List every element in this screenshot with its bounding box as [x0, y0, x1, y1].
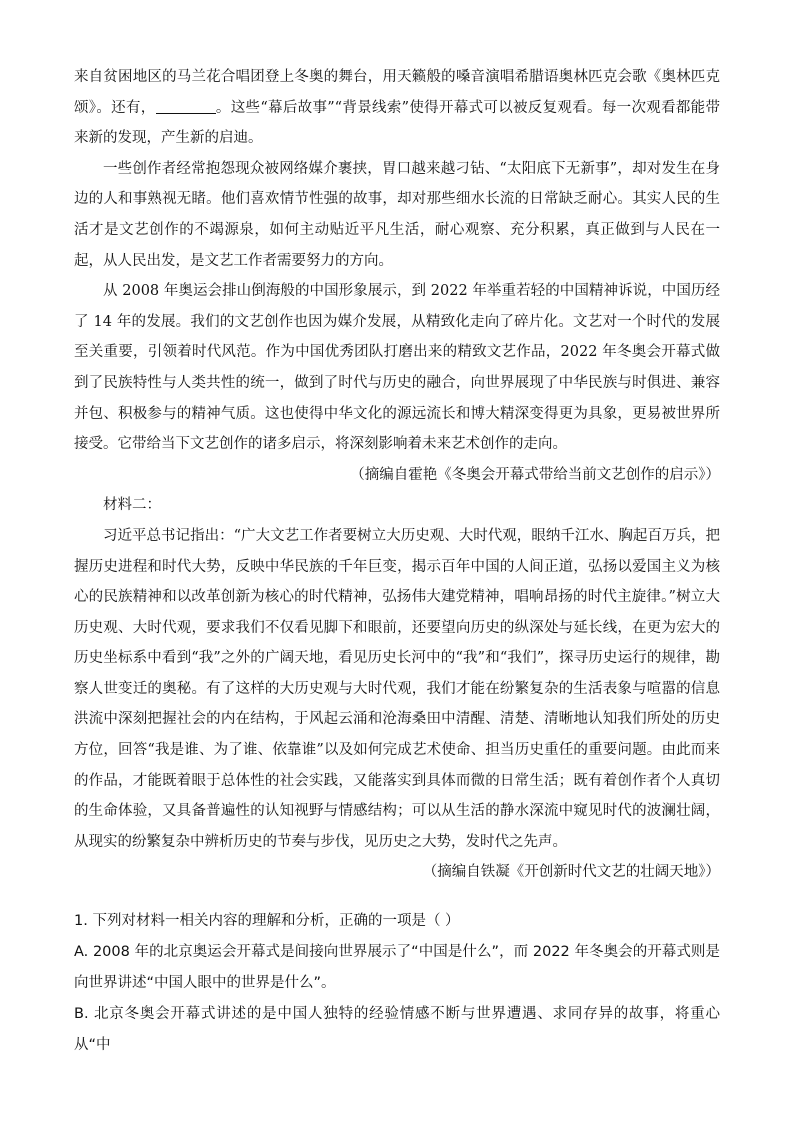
option-b: B. 北京冬奥会开幕式讲述的是中国人独特的经验情感不断与世界遭遇、求同存异的故事，将重心从“中	[74, 1006, 720, 1053]
question-1	[74, 906, 720, 1061]
paragraph-text: 来自贫困地区的马兰花合唱团登上冬奥的舞台，用天籁般的嗓音演唱希腊语奥林匹克会歌《奥林匹克颂》。还有，	[74, 69, 720, 116]
passage-material-one	[74, 62, 720, 888]
question-stem: 1. 下列对材料一相关内容的理解和分析，正确的一项是（ ）	[74, 913, 460, 929]
source-citation-2: （摘编自铁凝《开创新时代文艺的壮阔天地》）	[422, 864, 720, 881]
material-two-label: 材料二：	[103, 497, 161, 514]
passage-paragraph-1	[74, 62, 720, 154]
fill-in-blank	[156, 97, 216, 114]
passage-paragraph-4: 习近平总书记指出：“广大文艺工作者要树立大历史观、大时代观，眼纳千江水、胸起百万兵，把握历史进程和时代大势，反映中华民族的千年巨变，揭示百年中国的人间正道，弘扬以爱国主义为核心的民族精神和以改革创新为核心的时代精神，弘扬伟大建党精神，唱响昂扬的时代主旋律。”树立大历史观、大时代观，要求我们不仅看见脚下和眼前，还要望向历史的纵深处与延长线，在更为宏大的历史坐标系中看到“我”之外的广阔天地，看见历史长河中的“我”和“我们”，探寻历史运行的规律，勘察人世变迁的奥秘。有了这样的大历史观与大时代观，我们才能在纷繁复杂的生活表象与喧嚣的信息洪流中深刻把握社会的内在结构，于风起云涌和沧海桑田中清醒、清楚、清晰地认知我们所处的历史方位，回答“我是谁、为了谁、依靠谁”以及如何完成艺术使命、担当历史重任的重要问题。由此而来的作品，才能既着眼于总体性的社会实践，又能落实到具体而微的日常生活；既有着创作者个人真切的生命体验，又具备普遍性的认知视野与情感结构；可以从生活的静水深流中窥见时代的波澜壮阔，从现实的纷繁复杂中辨析历史的节奏与步伐，见历史之大势，发时代之先声。	[74, 527, 720, 850]
source-citation-1: （摘编自霍艳《冬奥会开幕式带给当前文艺创作的启示》）	[350, 466, 720, 483]
passage-paragraph-3: 从 2008 年奥运会排山倒海般的中国形象展示，到 2022 年举重若轻的中国精神诉说，中国历经了 14 年的发展。我们的文艺创作也因为媒介发展，从精致化走向了碎片化。文艺对一个时代的发展至关重要，引领着时代风范。作为中国优秀团队打磨出来的精致文艺作品，2022 年冬奥会开幕式做到了民族特性与人类共性的统一，做到了时代与历史的融合，向世界展现了中华民族与时俱进、兼容并包、积极参与的精神气质。这也使得中华文化的源远流长和博大精深变得更为具象，更易被世界所接受。它带给当下文艺创作的诸多启示，将深刻影响着未来艺术创作的走向。	[74, 283, 720, 453]
option-a: A. 2008 年的北京奥运会开幕式是间接向世界展示了“中国是什么”，而 2022 年冬奥会的开幕式则是向世界讲述“中国人眼中的世界是什么”。	[74, 944, 720, 991]
paragraph-text: 。这些“幕后故事”“背景线索”使得开幕式可以被反复观看。每一次观看都能带来新的发现，产生新的启迪。	[74, 99, 720, 147]
passage-paragraph-2: 一些创作者经常抱怨现众被网络媒介裹挟，胃口越来越刁钻、“太阳底下无新事”，却对发生在身边的人和事熟视无睹。他们喜欢情节性强的故事，却对那些细水长流的日常缺乏耐心。其实人民的生活才是文艺创作的不竭源泉，如何主动贴近平凡生活，耐心观察、充分积累，真正做到与人民在一起，从人民出发，是文艺工作者需要努力的方向。	[74, 160, 720, 269]
